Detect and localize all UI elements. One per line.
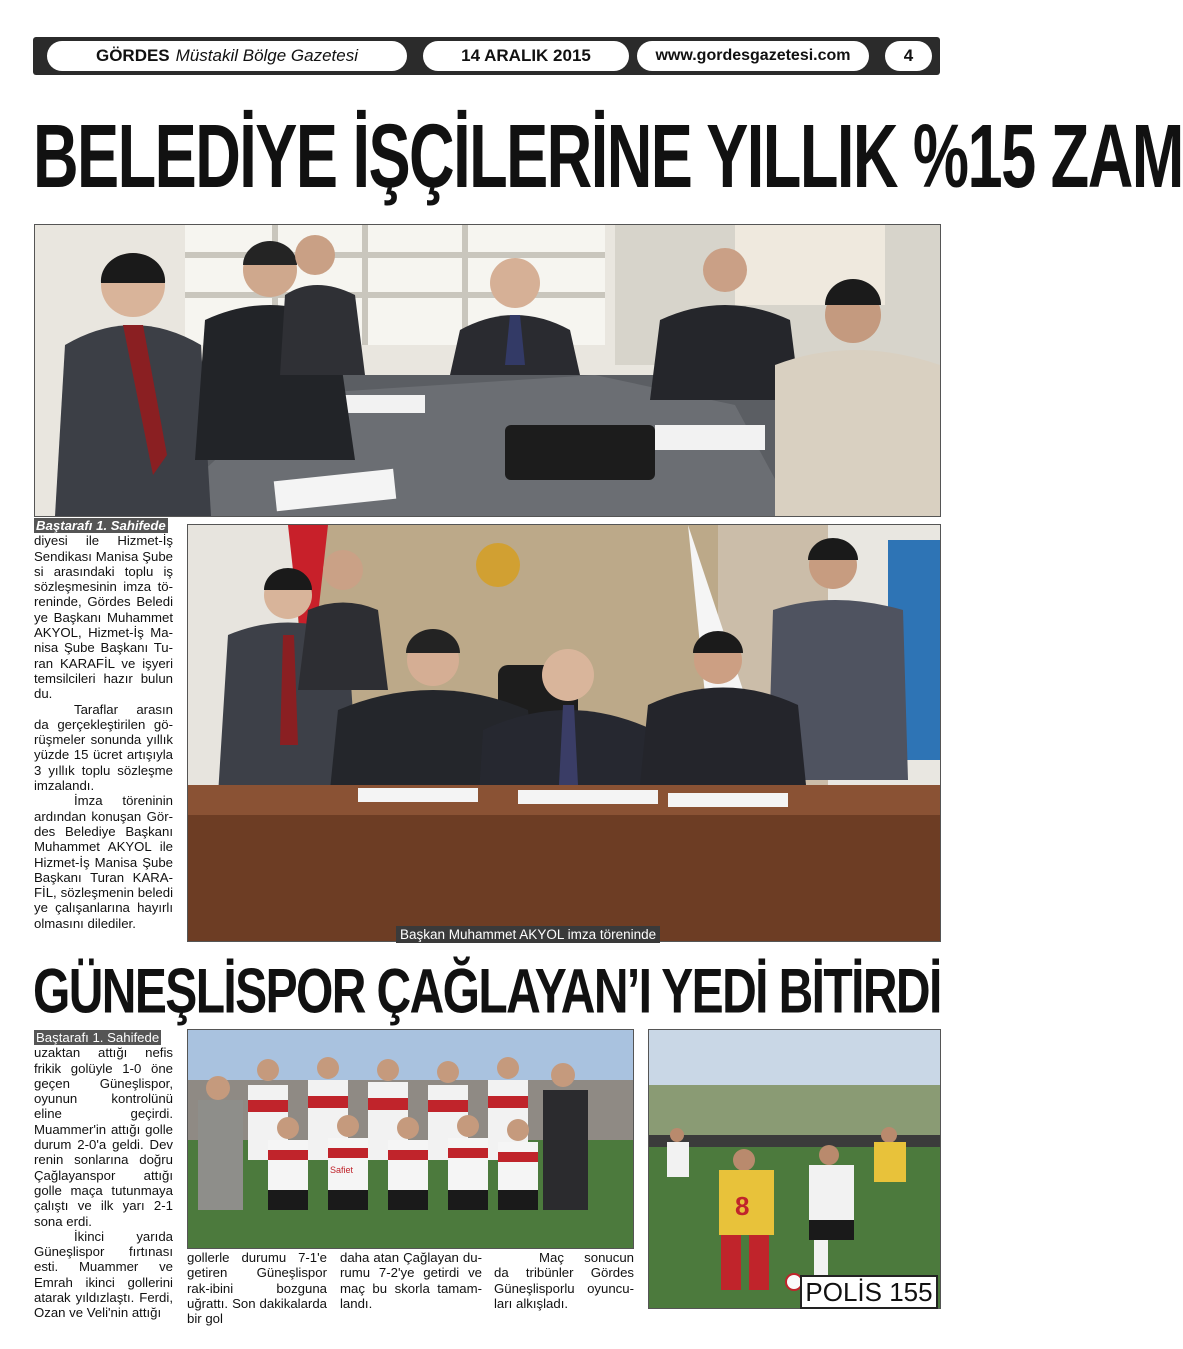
article2-headline: GÜNEŞLİSPOR ÇAĞLAYAN’I YEDİ BİTİRDİ xyxy=(33,955,941,1027)
article2-paragraph-1: uzaktan attığı nefis frikik golüyle 1-0 öne geçen Güneşlispor, oyunun kontrolünü eline geçirdi. Muammer'in attığı golle durum 2-0'a geldi. Dev renin sonlarına doğru Çağlayanspor attığı golle maça tutunmaya çalıştı ve ilk yarı 2-1 sona erdi. xyxy=(34,1045,173,1229)
article1-lead-label: Baştarafı 1. Sahifede xyxy=(36,518,166,533)
article2-column-1 xyxy=(34,1030,173,1321)
player-number-text: 8 xyxy=(735,1191,750,1221)
paper-name-pill xyxy=(47,41,407,71)
masthead-bar xyxy=(33,37,940,75)
article2-column-2: gollerle durumu 7-1'e getiren Güneşlispor rak-ibini bozguna uğrattı. Son dakikalarda bir gol xyxy=(187,1250,327,1327)
article2-lead-label: Baştarafı 1. Sahifede xyxy=(36,1030,160,1045)
paper-tagline: Müstakil Bölge Gazetesi xyxy=(175,46,359,65)
article1-column xyxy=(34,518,173,931)
signing-photo-caption: Başkan Muhammet AKYOL imza töreninde xyxy=(396,926,660,943)
article2-column-4: Maç sonucun da tribünler Gördes Güneşlisporlu oyuncu-ları alkışladı. xyxy=(494,1250,634,1311)
article1-headline: BELEDİYE İŞÇİLERİNE YILLIK %15 ZAM xyxy=(33,106,1183,207)
website-link[interactable]: www.gordesgazetesi.com xyxy=(637,41,869,71)
jersey-sponsor-text: Safiet xyxy=(330,1165,354,1175)
meeting-photo xyxy=(34,224,941,517)
issue-date: 14 ARALIK 2015 xyxy=(423,41,629,71)
signing-photo xyxy=(187,524,941,942)
paper-name: GÖRDES xyxy=(95,46,170,65)
match-photo xyxy=(648,1029,941,1309)
article1-paragraph-3: İmza töreninin ardından konuşan Gör-des Belediye Başkanı Muhammet AKYOL ile Hizmet-İş Manisa Şube Başkanı Turan KARA-FİL, sözleşmenin beledi ye çalışanlarına hayırlı olmasını dilediler. xyxy=(34,793,173,931)
article1-paragraph-1: diyesi ile Hizmet-İş Sendikası Manisa Şube si arasındaki toplu iş sözleşmesinin imza tö-reninde, Gördes Beledi ye Başkanı Muhammet AKYOL, Hizmet-İş Ma-nisa Şube Başkanı Tu-ran KARAFİL ve işyeri temsilcileri hazır bulun du. xyxy=(34,533,173,702)
article2-paragraph-2: İkinci yarıda Güneşlispor fırtınası esti. Muammer ve Emrah ikinci gollerini atarak yıldızlaştı. Ferdi, Ozan ve Veli'nin attığı xyxy=(34,1228,173,1321)
team-photo xyxy=(187,1029,634,1249)
police-number-box: POLİS 155 xyxy=(800,1275,938,1309)
article2-column-3: daha atan Çağlayan du-rumu 7-2'ye getirdi ve maç bu skorla tamam-landı. xyxy=(340,1250,482,1311)
article1-paragraph-2: Taraflar arasın da gerçekleştirilen gö-rüşmeler sonunda yıllık yüzde 15 ücret artışıyla 3 yıllık toplu sözleşme imzalandı. xyxy=(34,701,173,794)
page-number: 4 xyxy=(885,41,932,71)
